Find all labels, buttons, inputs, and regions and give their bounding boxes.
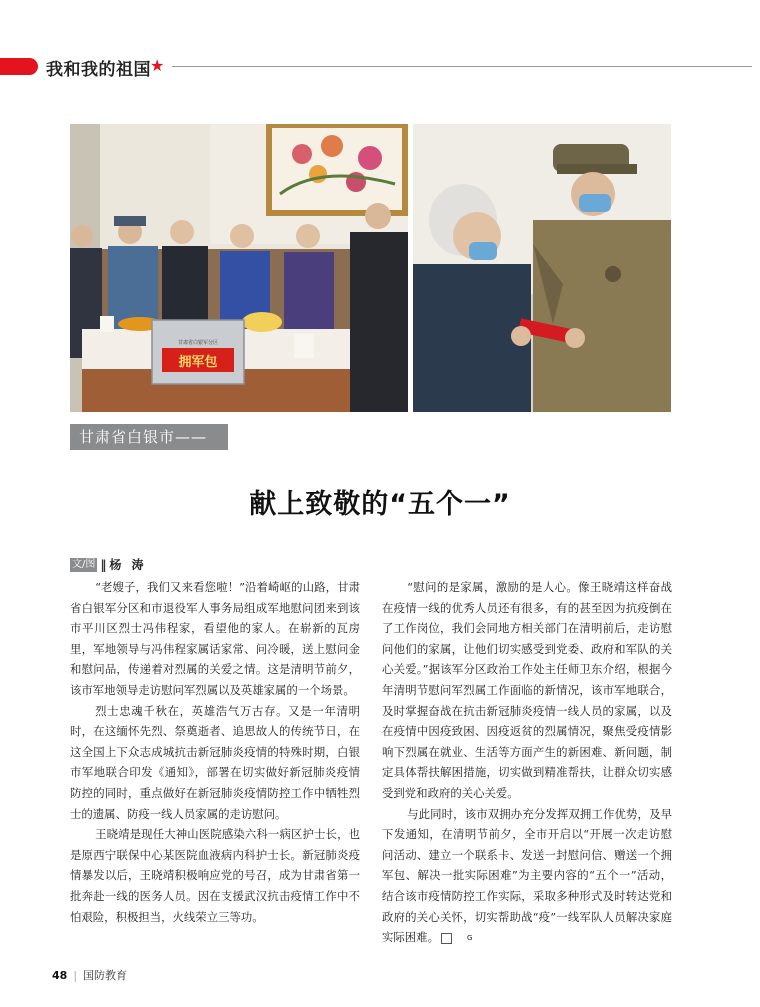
support-bag-badge: 甘肃省白银军分区 — [177, 340, 219, 346]
byline-separator: ‖ — [100, 557, 107, 572]
support-bag-sign: 拥军包 — [178, 355, 218, 370]
paragraph: “老嫂子，我们又来看您啦！”沿着崎岖的山路，甘肃省白银军分区和市退役军人事务局组成军地慰问团来到该市平川区烈士冯伟程家，看望他的家人。在崭新的瓦房里，军地领导与冯伟程家属话家常、问冷暖，送上慰问金和慰问品，传递着对烈属的关爱之情。这是清明节前夕，该市军地领导走访慰问军烈属以及英雄家属的一个场景。 — [70, 580, 360, 697]
byline-author: 杨 涛 — [109, 558, 147, 572]
article-headline: 献上致敬的“五个一” — [249, 489, 511, 520]
star-icon: ★ — [150, 56, 165, 75]
photo-icon — [413, 124, 671, 412]
page-footer — [52, 967, 127, 983]
section-title: 我和我的祖国 — [46, 60, 151, 80]
section-accent-bar — [0, 58, 38, 75]
paragraph-text: 与此同时，该市双拥办充分发挥双拥工作优势，及早下发通知，在清明节前夕，全市开启以“开展一次走访慰问活动、建立一个联系卡、发送一封慰问信、赠送一个拥军包、解决一批实际困难”为主要内容的“五个一”活动，结合该市疫情防控工作实际，采取多种形式及时转达党和政府的关心关怀，切实帮助战“疫”一线军队人员解决家庭实际困难。 — [382, 806, 672, 945]
byline — [70, 556, 147, 571]
paragraph — [382, 804, 672, 948]
article-right-column — [382, 577, 672, 948]
paragraph: 烈士忠魂千秋在，英雄浩气万古存。又是一年清明时，在这缅怀先烈、祭奠逝者、追思故人的传统节日，在这全国上下众志成城抗击新冠肺炎疫情的特殊时期，白银市军地联合印发《通知》，部署在切实做好新冠肺炎疫情防控的同时，重点做好在新冠肺炎疫情防控工作中牺牲烈士的遗属、防疫一线人员家属的走访慰问。 — [70, 703, 360, 821]
paragraph: 王晓靖是现任大神山医院感染六科一病区护士长，也是原西宁联保中心某医院血液病内科护士长。新冠肺炎疫情暴发以后，王晓靖积极响应党的号召，成为甘肃省第一批奔赴一线的医务人员。因在支援武汉抗击疫情工作中不怕艰险，积极担当，火线荣立三等功。 — [70, 827, 360, 924]
footer-separator: | — [73, 969, 78, 982]
section-divider — [172, 66, 752, 67]
byline-tag: 文/图 — [72, 558, 96, 570]
photo-handover-envelope — [413, 124, 671, 412]
article-left-column — [70, 577, 360, 927]
location-banner: 甘肃省白银市—— — [70, 424, 228, 450]
magazine-name: 国防教育 — [83, 969, 128, 982]
photo-visit-family — [70, 124, 408, 412]
page-number: 48 — [52, 969, 68, 982]
end-mark-icon: G — [441, 933, 452, 944]
paragraph: “慰问的是家属，激励的是人心。像王晓靖这样奋战在疫情一线的优秀人员还有很多，有的甚至因为抗疫倒在了工作岗位，我们会同地方相关部门在清明前后，走访慰问他们的家属，让他们切实感受到党委、政府和军队的关心关爱。”据该军分区政治工作处主任师卫东介绍，根据今年清明节慰问军烈属工作面临的新情况，该市军地联合，及时掌握奋战在抗击新冠肺炎疫情一线人员的家属，以及在疫情中因疫致困、因疫返贫的烈属情况，聚焦受疫情影响下烈属在就业、生活等方面产生的新困难、新问题，制定具体帮扶解困措施，切实做到精准帮扶，让群众切实感受到党和政府的关心关爱。 — [382, 580, 672, 800]
photo-visit-family-drawing — [70, 124, 408, 412]
